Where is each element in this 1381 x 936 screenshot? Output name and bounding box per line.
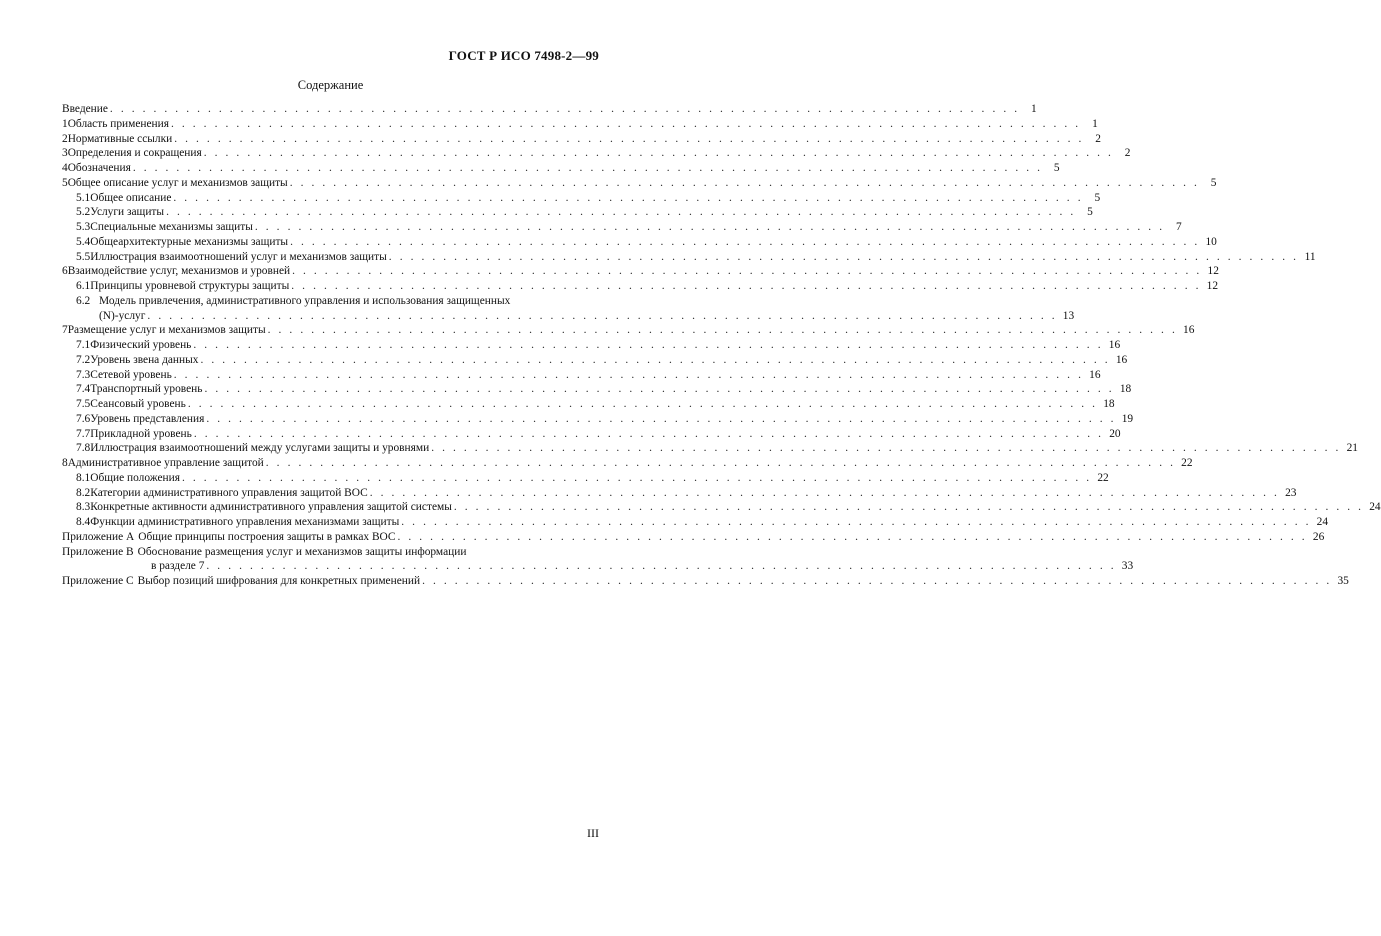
- toc-entry-page: 33: [1121, 560, 1134, 573]
- toc-entry[interactable]: [62, 486, 1297, 501]
- toc-entry-continuation[interactable]: [62, 559, 1134, 574]
- toc-entry[interactable]: [62, 250, 1316, 265]
- toc-entry-title: Сетевой уровень: [90, 368, 172, 381]
- toc-entry-title: Уровень звена данных: [90, 353, 199, 366]
- toc-entry-number: 7.6: [76, 412, 91, 425]
- toc-entry[interactable]: [62, 205, 1093, 220]
- toc-leader-dots: . . . . . . . . . . . . . . . . . . . . . . . . . . . . . . . . . . . . . . . . . . . . . . . . . . . . . . . . . . . . . . . . . . . . . . . . . . . . . . . . . . . .: [147, 309, 1058, 322]
- toc-leader-dots: . . . . . . . . . . . . . . . . . . . . . . . . . . . . . . . . . . . . . . . . . . . . . . . . . . . . . . . . . . . . . . . . . . . . . . . . . . . . . . . . . . . .: [204, 383, 1115, 396]
- toc-entry-title: Взаимодействие услуг, механизмов и уровней: [67, 265, 291, 278]
- toc-entry-number: 6.2: [76, 294, 91, 307]
- toc-entry-title: Категории административного управления защитой ВОС: [90, 486, 368, 499]
- toc-entry-number: 5.1: [76, 191, 91, 204]
- toc-entry-number: 5.2: [76, 206, 91, 219]
- toc-entry-page: 16: [1089, 368, 1101, 381]
- toc-entry-page: 20: [1109, 427, 1121, 440]
- toc-entry-title: Размещение услуг и механизмов защиты: [67, 324, 266, 337]
- toc-leader-dots: . . . . . . . . . . . . . . . . . . . . . . . . . . . . . . . . . . . . . . . . . . . . . . . . . . . . . . . . . . . . . . . . . . . . . . . . . . . . . . . . . . . .: [291, 280, 1202, 292]
- toc-entry-title-continuation: в разделе 7: [151, 560, 205, 573]
- toc-entry-title: Функции административного управления механизмами защиты: [90, 516, 400, 528]
- toc-entry-number: 7.1: [76, 339, 91, 351]
- toc-entry[interactable]: [62, 132, 1101, 147]
- toc-entry-page: 5: [1053, 162, 1060, 174]
- toc-entry-page: 24: [1316, 516, 1329, 528]
- toc-entry-number: 8.3: [76, 501, 91, 514]
- toc-leader-dots: . . . . . . . . . . . . . . . . . . . . . . . . . . . . . . . . . . . . . . . . . . . . . . . . . . . . . . . . . . . . . . . . . . . . . . . . . . . . . . . . . . . .: [401, 516, 1312, 528]
- toc-entry[interactable]: [62, 397, 1115, 412]
- toc-entry-number: 8.2: [76, 486, 91, 499]
- toc-leader-dots: . . . . . . . . . . . . . . . . . . . . . . . . . . . . . . . . . . . . . . . . . . . . . . . . . . . . . . . . . . . . . . . . . . . . . . . . . . . . . . . . . . . .: [181, 471, 1092, 484]
- toc-entry-page: 23: [1285, 486, 1297, 499]
- toc-entry[interactable]: [62, 146, 1131, 161]
- toc-leader-dots: . . . . . . . . . . . . . . . . . . . . . . . . . . . . . . . . . . . . . . . . . . . . . . . . . . . . . . . . . . . . . . . . . . . . . . . . . . . . . . . . . . . .: [369, 486, 1280, 499]
- toc-entry-title: Конкретные активности административного управления защитой системы: [90, 501, 452, 514]
- toc-entry-page: 12: [1206, 280, 1219, 292]
- toc-entry[interactable]: [62, 545, 599, 560]
- toc-entry-number: 1: [62, 117, 68, 130]
- toc-entry-title: Введение: [62, 103, 108, 115]
- toc-entry[interactable]: [62, 427, 1121, 442]
- toc-entry[interactable]: [62, 441, 1358, 456]
- toc-entry-number: 5.4: [76, 235, 91, 248]
- toc-entry-number: 7.5: [76, 398, 91, 410]
- toc-entry-title: Сеансовый уровень: [90, 398, 186, 410]
- toc-entry[interactable]: [62, 117, 1098, 132]
- toc-entry-page: 10: [1205, 235, 1217, 248]
- toc-leader-dots: . . . . . . . . . . . . . . . . . . . . . . . . . . . . . . . . . . . . . . . . . . . . . . . . . . . . . . . . . . . . . . . . . . . . . . . . . . . . . . . . . . . .: [200, 353, 1111, 366]
- toc-entry[interactable]: [62, 574, 1349, 589]
- toc-entry-page: 18: [1119, 383, 1132, 396]
- toc-entry-page: 16: [1183, 324, 1195, 337]
- toc-entry-title: Выбор позиций шифрования для конкретных применений: [137, 575, 421, 587]
- toc-entry[interactable]: [62, 161, 1060, 176]
- toc-leader-dots: . . . . . . . . . . . . . . . . . . . . . . . . . . . . . . . . . . . . . . . . . . . . . . . . . . . . . . . . . . . . . . . . . . . . . . . . . . . . . . . . . . . .: [290, 235, 1200, 248]
- toc-entry-page: 26: [1312, 530, 1325, 543]
- toc-entry[interactable]: [62, 412, 1134, 427]
- toc-entry-title: Иллюстрация взаимоотношений услуг и механизмов защиты: [90, 250, 387, 263]
- toc-entry-number: 8.1: [76, 471, 91, 484]
- toc-heading: Содержание: [297, 78, 364, 92]
- toc-entry-number: 7.3: [76, 368, 91, 381]
- toc-entry-number: 5.3: [76, 221, 91, 233]
- toc-entry-page: 5: [1087, 206, 1093, 219]
- toc-entry-number: 8: [62, 457, 68, 469]
- toc-entry-page: 1: [1030, 103, 1037, 115]
- toc-entry-title: Общие принципы построения защиты в рамках ВОС: [138, 530, 396, 543]
- toc-entry-number: Приложение С: [62, 575, 134, 587]
- toc-leader-dots: . . . . . . . . . . . . . . . . . . . . . . . . . . . . . . . . . . . . . . . . . . . . . . . . . . . . . . . . . . . . . . . . . . . . . . . . . . . . . . . . . . . .: [132, 162, 1043, 174]
- toc-entry[interactable]: [62, 368, 1101, 383]
- toc-entry-number: 4: [62, 162, 68, 174]
- toc-leader-dots: . . . . . . . . . . . . . . . . . . . . . . . . . . . . . . . . . . . . . . . . . . . . . . . . . . . . . . . . . . . . . . . . . . . . . . . . . . . . . . . . . . . .: [422, 575, 1332, 587]
- toc-entry[interactable]: [62, 515, 1329, 530]
- toc-entry-number: 6.1: [76, 280, 91, 292]
- toc-entry-title: Прикладной уровень: [90, 427, 192, 440]
- toc-entry-title: Административное управление защитой: [67, 457, 264, 469]
- toc-entry-title: Физический уровень: [90, 339, 192, 351]
- toc-entry-title: Нормативные ссылки: [67, 132, 173, 145]
- toc-entry-title: Определения и сокращения: [67, 147, 202, 160]
- toc-leader-dots: . . . . . . . . . . . . . . . . . . . . . . . . . . . . . . . . . . . . . . . . . . . . . . . . . . . . . . . . . . . . . . . . . . . . . . . . . . . . . . . . . . . .: [453, 501, 1364, 514]
- toc-entry[interactable]: [62, 530, 1325, 545]
- toc-leader-dots: . . . . . . . . . . . . . . . . . . . . . . . . . . . . . . . . . . . . . . . . . . . . . . . . . . . . . . . . . . . . . . . . . . . . . . . . . . . . . . . . . . . .: [397, 530, 1308, 543]
- toc-entry[interactable]: [62, 382, 1132, 397]
- document-standard-code: ГОСТ Р ИСО 7498-2—99: [448, 48, 599, 63]
- toc-entry-number: 8.4: [76, 516, 91, 528]
- toc-entry-number: 7: [62, 324, 68, 337]
- table-of-contents: [62, 102, 1381, 589]
- toc-entry[interactable]: [62, 220, 1182, 235]
- toc-leader-dots: . . . . . . . . . . . . . . . . . . . . . . . . . . . . . . . . . . . . . . . . . . . . . . . . . . . . . . . . . . . . . . . . . . . . . . . . . . . . . . . . . . . .: [166, 206, 1076, 219]
- toc-entry-title-continuation: (N)-услуг: [99, 309, 146, 322]
- toc-leader-dots: . . . . . . . . . . . . . . . . . . . . . . . . . . . . . . . . . . . . . . . . . . . . . . . . . . . . . . . . . . . . . . . . . . . . . . . . . . . . . . . . . . . .: [206, 412, 1117, 425]
- toc-entry-number: 5: [62, 176, 68, 189]
- toc-leader-dots: . . . . . . . . . . . . . . . . . . . . . . . . . . . . . . . . . . . . . . . . . . . . . . . . . . . . . . . . . . . . . . . . . . . . . . . . . . . . . . . . . . . .: [187, 398, 1098, 410]
- toc-entry-page: 16: [1115, 353, 1128, 366]
- toc-entry-title: Модель привлечения, административного управления и использования защищенных: [99, 294, 511, 307]
- toc-leader-dots: . . . . . . . . . . . . . . . . . . . . . . . . . . . . . . . . . . . . . . . . . . . . . . . . . . . . . . . . . . . . . . . . . . . . . . . . . . . . . . . . . . . .: [173, 191, 1084, 204]
- toc-entry-page: 22: [1181, 457, 1193, 469]
- toc-entry-number: 7.4: [76, 383, 91, 396]
- toc-entry-number: 5.5: [76, 250, 91, 263]
- toc-entry[interactable]: [62, 176, 1217, 191]
- toc-entry-page: 21: [1346, 442, 1358, 455]
- toc-entry-title: Транспортный уровень: [90, 383, 203, 396]
- toc-leader-dots: . . . . . . . . . . . . . . . . . . . . . . . . . . . . . . . . . . . . . . . . . . . . . . . . . . . . . . . . . . . . . . . . . . . . . . . . . . . . . . . . . . . .: [254, 221, 1165, 233]
- toc-entry-number: 7.7: [76, 427, 91, 440]
- toc-entry-continuation[interactable]: [62, 309, 1075, 324]
- toc-entry-page: 24: [1369, 501, 1381, 514]
- toc-entry-number: 6: [62, 265, 68, 278]
- toc-entry[interactable]: [62, 102, 1037, 117]
- toc-entry-title: Услуги защиты: [90, 206, 165, 219]
- toc-leader-dots: . . . . . . . . . . . . . . . . . . . . . . . . . . . . . . . . . . . . . . . . . . . . . . . . . . . . . . . . . . . . . . . . . . . . . . . . . . . . . . . . . . . .: [173, 368, 1084, 381]
- toc-entry-title: Принципы уровневой структуры защиты: [90, 280, 290, 292]
- toc-entry-page: 13: [1062, 309, 1075, 322]
- toc-entry-page: 18: [1103, 398, 1115, 410]
- toc-entry-page: 7: [1175, 221, 1182, 233]
- toc-entry-title: Общее описание услуг и механизмов защиты: [67, 176, 288, 189]
- toc-entry[interactable]: [62, 456, 1193, 471]
- toc-entry[interactable]: [62, 353, 1128, 368]
- toc-entry-page: 5: [1210, 176, 1217, 189]
- toc-entry-page: 19: [1121, 412, 1134, 425]
- toc-entry-page: 22: [1097, 471, 1109, 484]
- toc-entry-page: 16: [1108, 339, 1121, 351]
- toc-entry-page: 1: [1092, 117, 1098, 130]
- toc-entry[interactable]: [62, 191, 1101, 206]
- toc-entry-page: 5: [1094, 191, 1101, 204]
- toc-leader-dots: . . . . . . . . . . . . . . . . . . . . . . . . . . . . . . . . . . . . . . . . . . . . . . . . . . . . . . . . . . . . . . . . . . . . . . . . . . . . . . . . . . . .: [431, 442, 1341, 455]
- toc-leader-dots: . . . . . . . . . . . . . . . . . . . . . . . . . . . . . . . . . . . . . . . . . . . . . . . . . . . . . . . . . . . . . . . . . . . . . . . . . . . . . . . . . . . .: [193, 427, 1104, 440]
- toc-leader-dots: . . . . . . . . . . . . . . . . . . . . . . . . . . . . . . . . . . . . . . . . . . . . . . . . . . . . . . . . . . . . . . . . . . . . . . . . . . . . . . . . . . . .: [171, 117, 1081, 130]
- toc-entry-page: 12: [1207, 265, 1219, 278]
- toc-entry[interactable]: [62, 294, 599, 309]
- toc-entry[interactable]: [62, 471, 1109, 486]
- toc-leader-dots: . . . . . . . . . . . . . . . . . . . . . . . . . . . . . . . . . . . . . . . . . . . . . . . . . . . . . . . . . . . . . . . . . . . . . . . . . . . . . . . . . . . .: [206, 560, 1117, 573]
- toc-entry-number: 3: [62, 147, 68, 160]
- toc-entry[interactable]: [62, 235, 1217, 250]
- toc-entry-title: Общие положения: [90, 471, 180, 484]
- toc-entry-number: 2: [62, 132, 68, 145]
- toc-entry-title: Уровень представления: [90, 412, 205, 425]
- toc-entry-number: Приложение А: [62, 530, 135, 543]
- toc-leader-dots: . . . . . . . . . . . . . . . . . . . . . . . . . . . . . . . . . . . . . . . . . . . . . . . . . . . . . . . . . . . . . . . . . . . . . . . . . . . . . . . . . . . .: [265, 457, 1176, 469]
- toc-entry-page: 2: [1124, 147, 1131, 160]
- toc-entry-number: 7.8: [76, 442, 91, 455]
- toc-entry-page: 2: [1095, 132, 1101, 145]
- toc-entry-number: Приложение В: [62, 545, 134, 558]
- toc-leader-dots: . . . . . . . . . . . . . . . . . . . . . . . . . . . . . . . . . . . . . . . . . . . . . . . . . . . . . . . . . . . . . . . . . . . . . . . . . . . . . . . . . . . .: [174, 132, 1084, 145]
- toc-entry-number: 7.2: [76, 353, 91, 366]
- toc-entry[interactable]: [62, 338, 1121, 353]
- toc-entry[interactable]: [62, 279, 1219, 294]
- toc-entry[interactable]: [62, 264, 1219, 279]
- toc-entry[interactable]: [62, 500, 1381, 515]
- toc-leader-dots: . . . . . . . . . . . . . . . . . . . . . . . . . . . . . . . . . . . . . . . . . . . . . . . . . . . . . . . . . . . . . . . . . . . . . . . . . . . . . . . . . . . .: [289, 176, 1200, 189]
- toc-entry-title: Общеархитектурные механизмы защиты: [90, 235, 289, 248]
- toc-entry-page: 35: [1337, 575, 1349, 587]
- toc-leader-dots: . . . . . . . . . . . . . . . . . . . . . . . . . . . . . . . . . . . . . . . . . . . . . . . . . . . . . . . . . . . . . . . . . . . . . . . . . . . . . . . . . . . .: [109, 103, 1020, 115]
- toc-entry-title: Обозначения: [67, 162, 131, 174]
- toc-entry-title: Общее описание: [90, 191, 172, 204]
- toc-leader-dots: . . . . . . . . . . . . . . . . . . . . . . . . . . . . . . . . . . . . . . . . . . . . . . . . . . . . . . . . . . . . . . . . . . . . . . . . . . . . . . . . . . . .: [267, 324, 1178, 337]
- toc-entry-title: Специальные механизмы защиты: [90, 221, 253, 233]
- toc-entry[interactable]: [62, 323, 1195, 338]
- toc-leader-dots: . . . . . . . . . . . . . . . . . . . . . . . . . . . . . . . . . . . . . . . . . . . . . . . . . . . . . . . . . . . . . . . . . . . . . . . . . . . . . . . . . . . .: [388, 250, 1299, 263]
- toc-leader-dots: . . . . . . . . . . . . . . . . . . . . . . . . . . . . . . . . . . . . . . . . . . . . . . . . . . . . . . . . . . . . . . . . . . . . . . . . . . . . . . . . . . . .: [203, 147, 1114, 160]
- toc-entry-title: Иллюстрация взаимоотношений между услугами защиты и уровнями: [90, 442, 430, 455]
- page-number: III: [587, 826, 599, 840]
- toc-entry-page: 11: [1304, 250, 1316, 263]
- toc-leader-dots: . . . . . . . . . . . . . . . . . . . . . . . . . . . . . . . . . . . . . . . . . . . . . . . . . . . . . . . . . . . . . . . . . . . . . . . . . . . . . . . . . . . .: [193, 339, 1104, 351]
- toc-leader-dots: . . . . . . . . . . . . . . . . . . . . . . . . . . . . . . . . . . . . . . . . . . . . . . . . . . . . . . . . . . . . . . . . . . . . . . . . . . . . . . . . . . . .: [292, 265, 1202, 278]
- toc-entry-title: Обоснование размещения услуг и механизмов защиты информации: [137, 545, 467, 558]
- toc-entry-title: Область применения: [67, 117, 169, 130]
